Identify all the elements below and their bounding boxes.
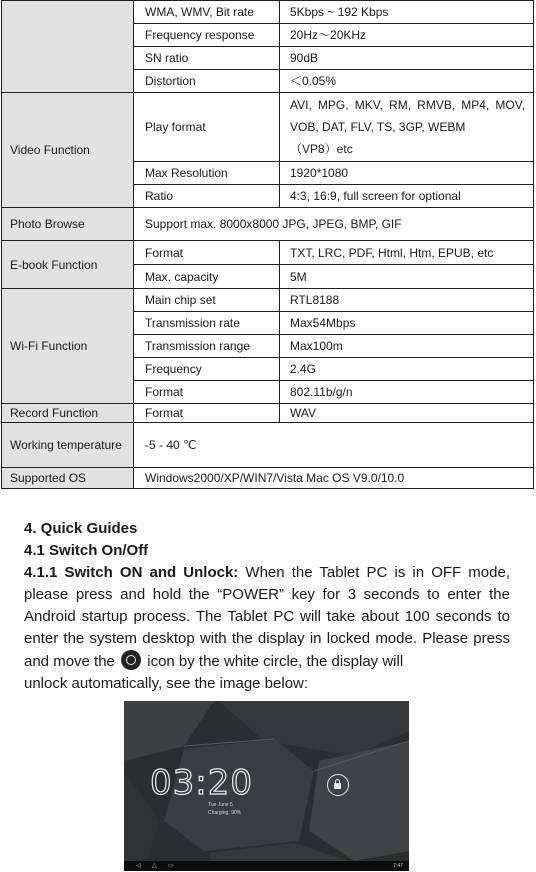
spec-label: Transmission rate xyxy=(134,312,280,335)
photo-section-label: Photo Browse xyxy=(2,208,134,241)
working-section-label: Working temperature xyxy=(2,423,134,468)
wifi-section-label: Wi-Fi Function xyxy=(2,289,134,404)
spec-value: RTL8188 xyxy=(280,289,534,312)
spec-label: Play format xyxy=(134,93,280,162)
spec-value: WAV xyxy=(280,404,534,423)
spec-value: 20Hz～20KHz xyxy=(280,24,534,47)
spec-value: 5M xyxy=(280,265,534,289)
heading-switch-on-off: 4.1 Switch On/Off xyxy=(24,542,149,559)
spec-label: Distortion xyxy=(134,70,280,93)
play-format-list: AVI, MPG, MKV, RM, RMVB, MP4, MOV, VOB, DAT, FLV, TS, 3GP, WEBM xyxy=(290,98,525,134)
spec-label: Max. capacity xyxy=(134,265,280,289)
spec-label: SN ratio xyxy=(134,47,280,70)
spec-value: 1920*1080 xyxy=(280,162,534,185)
home-icon: △ xyxy=(152,863,157,869)
lockscreen-date: Tue June 5 xyxy=(208,802,233,808)
paragraph-text: When the Tablet PC is in OFF mode, please press and hold the “POWER” key for 3 seconds to enter the Android startup process. The Tablet PC will take about 100 seconds to enter the system desktop with the display in locked mode. Please press and move the xyxy=(24,564,510,670)
status-time: 7:47 xyxy=(393,863,403,869)
os-section-label: Supported OS xyxy=(2,468,134,489)
play-format-value xyxy=(280,93,534,162)
spec-value: 5Kbps ~ 192 Kbps xyxy=(280,1,534,24)
heading-switch-on-unlock: 4.1.1 Switch ON and Unlock: xyxy=(24,564,239,581)
spec-value: ＜0.05% xyxy=(280,70,534,93)
spec-label: Main chip set xyxy=(134,289,280,312)
back-icon: ◁ xyxy=(136,863,141,869)
guide-section xyxy=(24,518,510,695)
system-bar xyxy=(124,861,409,871)
play-format-codec: （VP8）etc xyxy=(290,142,353,156)
lock-icon xyxy=(121,650,141,670)
spec-value: 90dB xyxy=(280,47,534,70)
spec-label: Transmission range xyxy=(134,335,280,358)
lockscreen-screenshot xyxy=(124,701,409,871)
spec-value: 802.11b/g/n xyxy=(280,381,534,404)
heading-quick-guides: 4. Quick Guides xyxy=(24,520,138,537)
spec-label: Max Resolution xyxy=(134,162,280,185)
spec-table xyxy=(1,0,534,489)
lockscreen-charging: Charging, 90% xyxy=(208,810,242,816)
spec-label: WMA, WMV, Bit rate xyxy=(134,1,280,24)
spec-label: Format xyxy=(134,381,280,404)
spec-value: TXT, LRC, PDF, Html, Htm, EPUB, etc xyxy=(280,241,534,265)
photo-value: Support max. 8000x8000 JPG, JPEG, BMP, GIF xyxy=(134,208,534,241)
working-value: -5 - 40 ℃ xyxy=(134,423,534,468)
spec-label: Ratio xyxy=(134,185,280,208)
unlock-ring-icon xyxy=(327,774,349,796)
spec-label: Frequency response xyxy=(134,24,280,47)
os-value: Windows2000/XP/WIN7/Vista Mac OS V9.0/10.0 xyxy=(134,468,534,489)
spec-value: Max54Mbps xyxy=(280,312,534,335)
audio-section-cell xyxy=(2,1,134,93)
record-section-label: Record Function xyxy=(2,404,134,423)
recent-apps-icon: ▭ xyxy=(168,863,174,869)
paragraph-last-line: unlock automatically, see the image below: xyxy=(24,675,309,692)
spec-value: Max100m xyxy=(280,335,534,358)
spec-value: 4:3, 16:9, full screen for optional xyxy=(280,185,534,208)
switch-on-paragraph xyxy=(24,562,510,695)
paragraph-text: icon by the white circle, the display will xyxy=(143,653,404,670)
lockscreen-clock: 03:20 xyxy=(150,763,253,803)
video-section-label: Video Function xyxy=(2,93,134,208)
spec-label: Format xyxy=(134,404,280,423)
ebook-section-label: E-book Function xyxy=(2,241,134,289)
spec-label: Format xyxy=(134,241,280,265)
spec-label: Frequency xyxy=(134,358,280,381)
spec-value: 2.4G xyxy=(280,358,534,381)
